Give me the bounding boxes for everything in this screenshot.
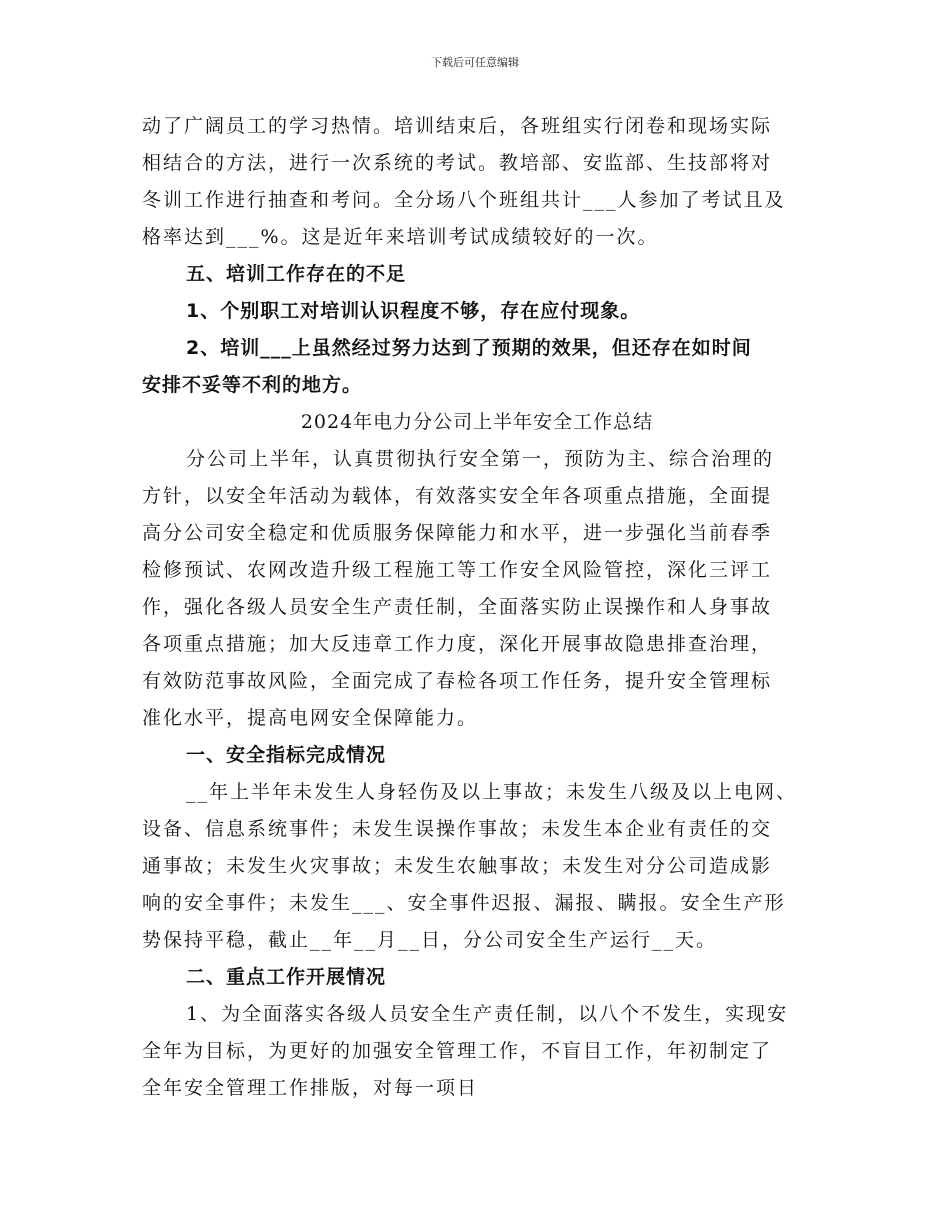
bold-item: 2、培训___上虽然经过努力达到了预期的效果，但还存在如时间	[186, 337, 752, 359]
document-body	[142, 108, 812, 1107]
paragraph-line: 响的安全事件；未发生___、安全事件迟报、漏报、瞒报。安全生产形	[142, 892, 786, 914]
paragraph-line: 势保持平稳，截止__年__月__日，分公司安全生产运行__天。	[142, 929, 718, 951]
bold-item-continuation: 安排不妥等不利的地方。	[142, 374, 363, 396]
section-heading: 一、安全指标完成情况	[186, 744, 387, 766]
paragraph-line: 作，强化各级人员安全生产责任制，全面落实防止误操作和人身事故	[142, 596, 773, 618]
paragraph-line: 高分公司安全稳定和优质服务保障能力和水平，进一步强化当前春季	[142, 522, 773, 544]
paragraph-line: 通事故；未发生火灾事故；未发生农触事故；未发生对分公司造成影	[142, 855, 773, 877]
page-header: 下载后可任意编辑	[431, 56, 519, 69]
bold-item: 1、个别职工对培训认识程度不够，存在应付现象。	[186, 300, 641, 322]
section-heading: 二、重点工作开展情况	[186, 966, 387, 988]
paragraph-line: 动了广阔员工的学习热情。培训结束后，各班组实行闭卷和现场实际	[142, 115, 773, 137]
paragraph-line: 冬训工作进行抽查和考问。全分场八个班组共计___人参加了考试且及	[142, 189, 786, 211]
paragraph-line: __年上半年未发生人身轻伤及以上事故；未发生八级及以上电网、	[186, 781, 798, 803]
paragraph-line: 格率达到___%。这是近年来培训考试成绩较好的一次。	[142, 226, 659, 248]
section-heading: 五、培训工作存在的不足	[186, 263, 407, 285]
paragraph-line: 相结合的方法，进行一次系统的考试。教培部、安监部、生技部将对	[142, 152, 773, 174]
paragraph-line: 全年安全管理工作排版，对每一项日	[142, 1077, 479, 1099]
paragraph-line: 方针，以安全年活动为载体，有效落实安全年各项重点措施，全面提	[142, 485, 773, 507]
paragraph-line: 检修预试、农网改造升级工程施工等工作安全风险管控，深化三评工	[142, 559, 773, 581]
paragraph-line: 全年为目标，为更好的加强安全管理工作，不盲目工作，年初制定了	[142, 1040, 773, 1062]
paragraph-line: 准化水平，提高电网安全保障能力。	[142, 707, 479, 729]
paragraph-line: 各项重点措施；加大反违章工作力度，深化开展事故隐患排查治理，	[142, 633, 773, 655]
paragraph-line: 1、为全面落实各级人员安全生产责任制，以八个不发生，实现安	[186, 1003, 789, 1025]
paragraph-line: 设备、信息系统事件；未发生误操作事故；未发生本企业有责任的交	[142, 818, 773, 840]
paragraph-line: 有效防范事故风险，全面完成了春检各项工作任务，提升安全管理标	[142, 670, 773, 692]
paragraph-line: 分公司上半年，认真贯彻执行安全第一，预防为主、综合治理的	[186, 448, 775, 470]
document-title: 2024年电力分公司上半年安全工作总结	[300, 411, 654, 433]
